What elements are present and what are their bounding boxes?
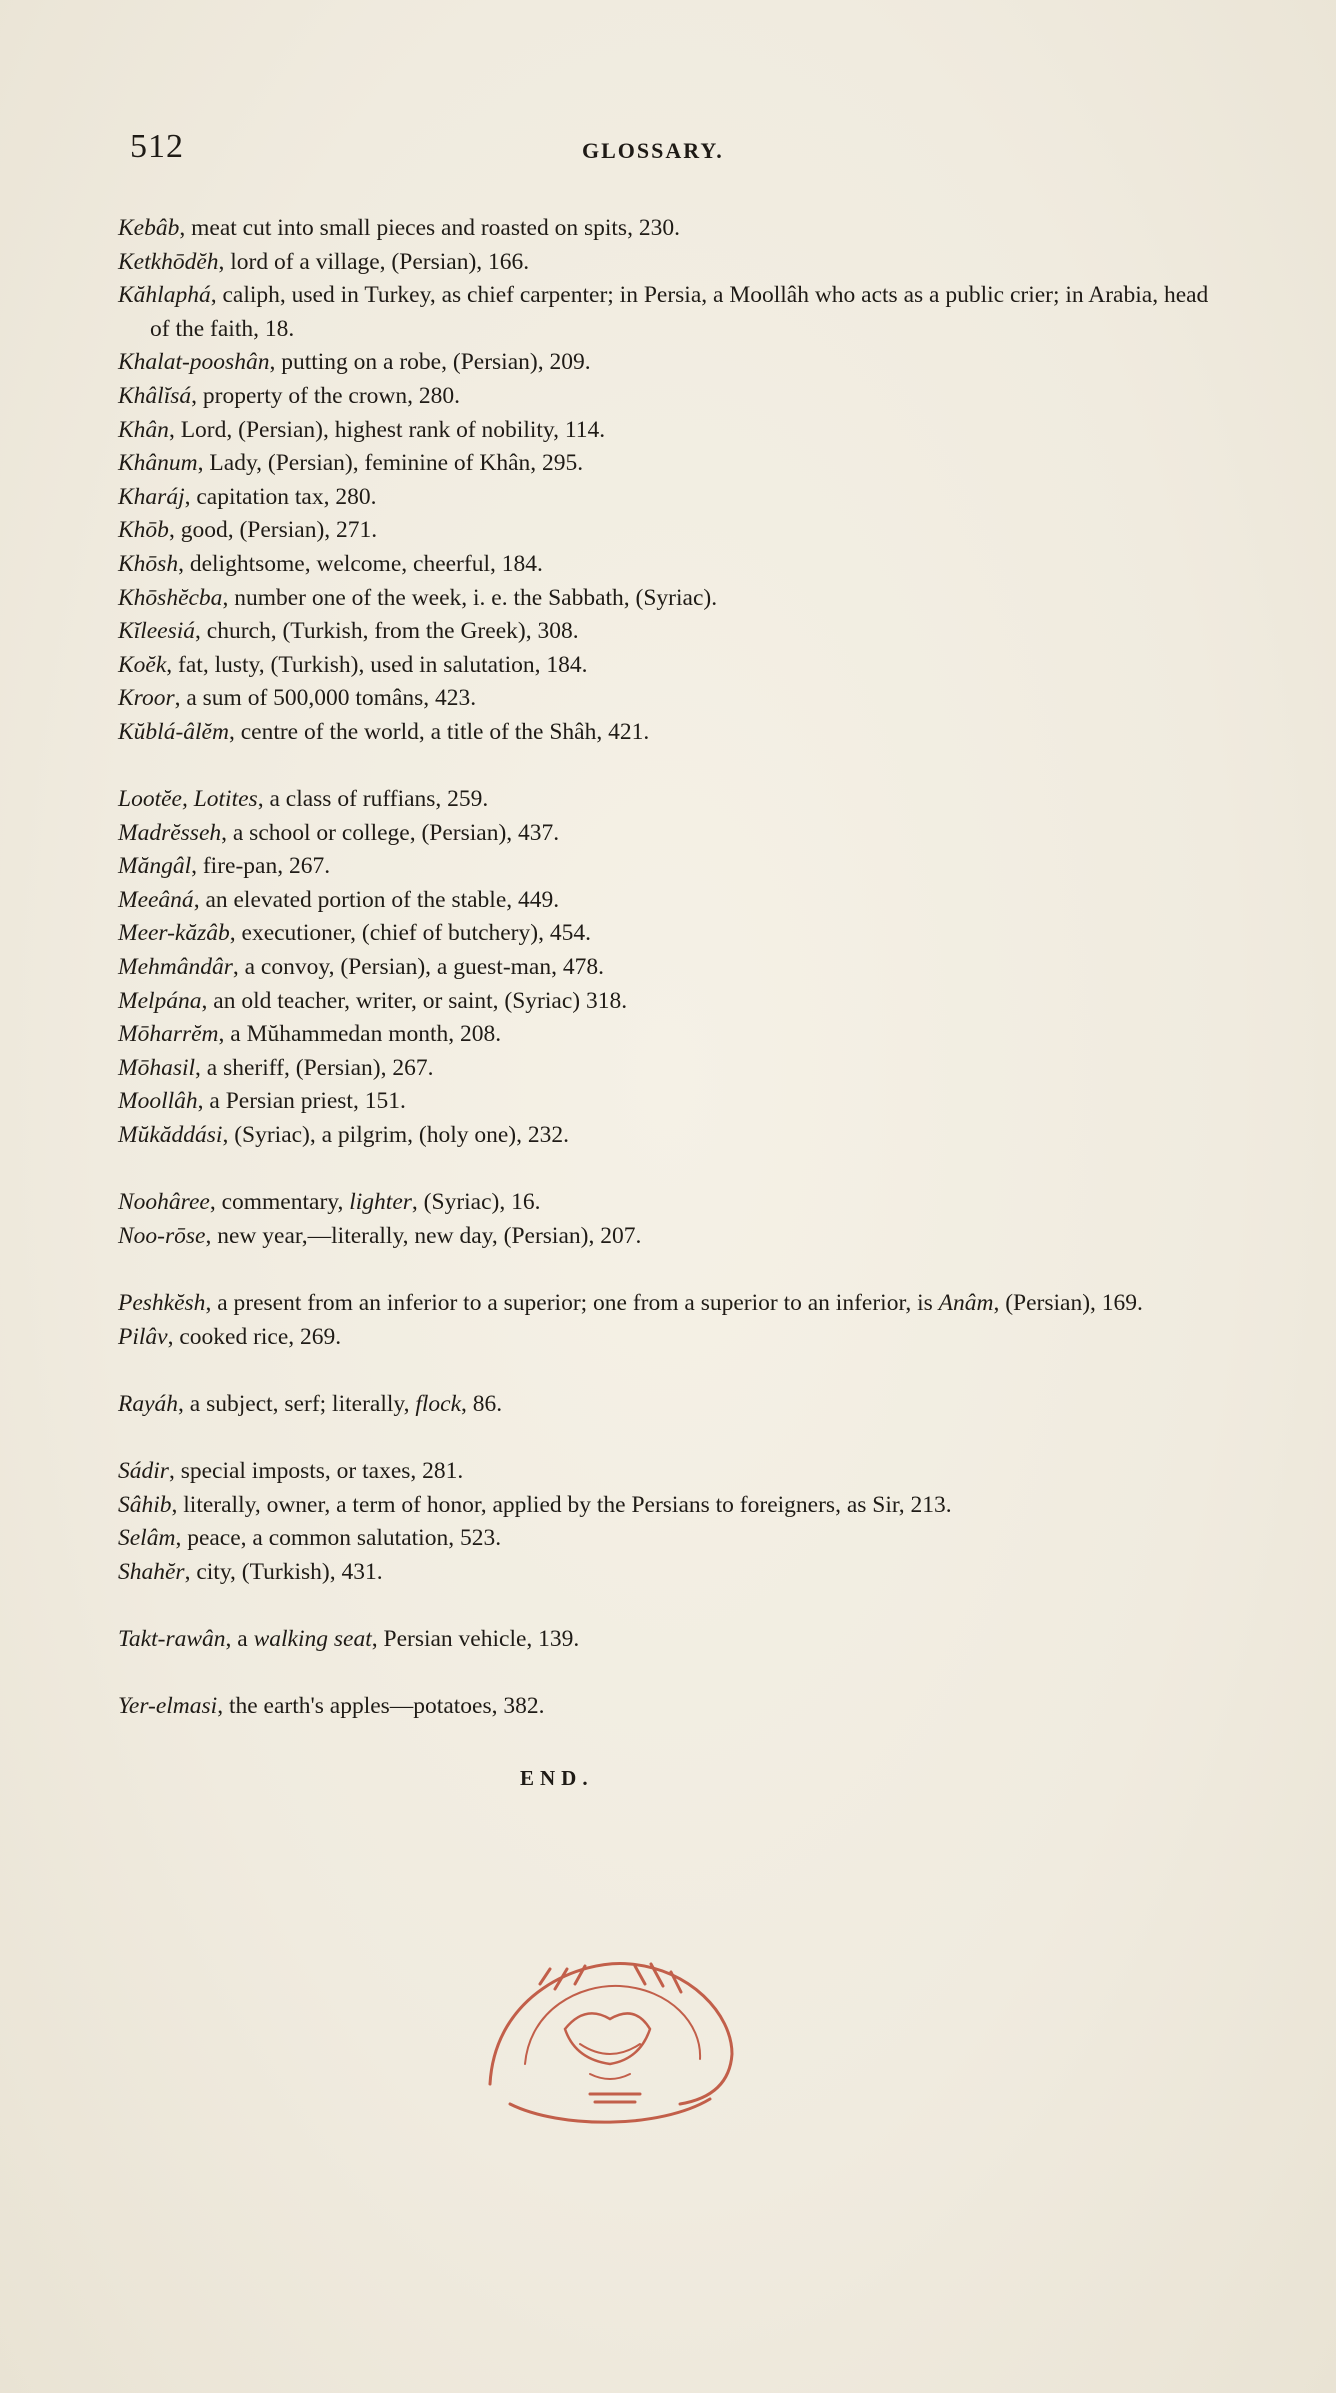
entry-term: Kăhlaphá bbox=[118, 282, 211, 309]
entry-definition-tail: , (Syriac), 16. bbox=[411, 1189, 541, 1216]
page-number: 512 bbox=[130, 128, 184, 165]
entry-definition: , fat, lusty, (Turkish), used in salutation, 184. bbox=[166, 651, 588, 678]
entry-definition: , a convoy, (Persian), a guest-man, 478. bbox=[232, 954, 604, 981]
glossary-entry bbox=[118, 1321, 1228, 1355]
entry-term: Sádir bbox=[118, 1457, 169, 1484]
entry-gap bbox=[118, 1253, 1228, 1287]
page-header bbox=[130, 128, 1230, 178]
entry-definition: , property of the crown, 280. bbox=[191, 382, 461, 409]
entry-term: Selâm bbox=[118, 1525, 176, 1552]
glossary-entry bbox=[118, 1489, 1228, 1523]
entry-definition: , church, (Turkish, from the Greek), 308. bbox=[195, 618, 579, 645]
entry-definition: , caliph, used in Turkey, as chief carpenter; in Persia, a Moollâh who acts as a public crier; in Arabia, head of the faith, 18. bbox=[150, 282, 1209, 342]
entry-definition: , fire-pan, 267. bbox=[191, 853, 331, 880]
glossary-entry bbox=[118, 1522, 1228, 1556]
entry-term: Mŭkăddási bbox=[118, 1122, 223, 1149]
entry-definition: , capitation tax, 280. bbox=[184, 483, 377, 510]
glossary-entry bbox=[118, 514, 1228, 548]
entry-term: Khōsh bbox=[118, 550, 179, 577]
glossary-entry bbox=[118, 1287, 1228, 1321]
entry-definition: , putting on a robe, (Persian), 209. bbox=[269, 349, 591, 376]
entry-term: Noohâree bbox=[118, 1189, 210, 1216]
entry-term: Rayáh bbox=[118, 1390, 179, 1417]
entry-definition: , a present from an inferior to a superior; one from a superior to an inferior, is bbox=[205, 1290, 939, 1316]
glossary-entry bbox=[118, 481, 1228, 515]
entry-term: Mōhasil bbox=[118, 1054, 196, 1081]
glossary-entry bbox=[118, 1220, 1228, 1254]
entry-definition: , special imposts, or taxes, 281. bbox=[168, 1457, 464, 1484]
entry-gap bbox=[118, 1421, 1228, 1455]
glossary-entry bbox=[118, 414, 1228, 448]
entry-italic-word: walking seat bbox=[253, 1625, 372, 1652]
glossary-entry bbox=[118, 1119, 1228, 1153]
entry-term: Meeâná bbox=[118, 886, 194, 913]
glossary-entry bbox=[118, 447, 1228, 481]
entry-term: Yer-elmasi bbox=[118, 1693, 218, 1720]
entry-term: Ketkhōdĕh bbox=[118, 248, 219, 275]
glossary-entry bbox=[118, 380, 1228, 414]
entry-definition: , lord of a village, (Persian), 166. bbox=[218, 248, 530, 275]
entry-definition: , a Mŭhammedan month, 208. bbox=[218, 1021, 502, 1048]
entry-term: Kĭleesiá bbox=[118, 618, 196, 645]
entry-definition: , a Persian priest, 151. bbox=[197, 1088, 406, 1115]
glossary-entry bbox=[118, 682, 1228, 716]
entry-term: Peshkĕsh bbox=[118, 1290, 206, 1316]
entry-definition-tail: , 86. bbox=[461, 1390, 503, 1417]
entry-term: Kharáj bbox=[118, 483, 185, 510]
entry-gap bbox=[118, 1657, 1228, 1691]
glossary-entry bbox=[118, 1690, 1228, 1724]
entry-term: Melpána bbox=[118, 987, 202, 1014]
glossary-entry bbox=[118, 212, 1228, 246]
glossary-entry bbox=[118, 716, 1228, 750]
glossary-entry bbox=[118, 917, 1228, 951]
glossary-entry bbox=[118, 985, 1228, 1019]
glossary-entry bbox=[118, 1085, 1228, 1119]
entry-term: Khân bbox=[118, 416, 169, 443]
entry-definition: , (Syriac), a pilgrim, (holy one), 232. bbox=[222, 1122, 569, 1149]
entry-definition: , cooked rice, 269. bbox=[167, 1323, 342, 1350]
entry-definition: , a bbox=[225, 1625, 254, 1652]
entry-definition: , the earth's apples—potatoes, 382. bbox=[217, 1693, 545, 1720]
entry-definition: , literally, owner, a term of honor, applied by the Persians to foreigners, as Sir, 213. bbox=[171, 1491, 952, 1518]
glossary-entry bbox=[118, 951, 1228, 985]
glossary-entry bbox=[118, 279, 1228, 346]
entry-term: Meer-kăzâb bbox=[118, 920, 230, 947]
entry-definition: , centre of the world, a title of the Shâh, 421. bbox=[228, 718, 650, 745]
entry-definition: , number one of the week, i. e. the Sabbath, (Syriac). bbox=[222, 584, 718, 611]
entry-term: Lootĕe, Lotites bbox=[118, 786, 258, 813]
glossary-entry bbox=[118, 346, 1228, 380]
entry-gap bbox=[118, 1153, 1228, 1187]
entry-term: Mōharrĕm bbox=[118, 1021, 219, 1048]
entry-definition: , a sheriff, (Persian), 267. bbox=[195, 1054, 434, 1081]
glossary-entry bbox=[118, 884, 1228, 918]
glossary-entry bbox=[118, 246, 1228, 280]
glossary-entry bbox=[118, 1556, 1228, 1590]
entry-term: Kroor bbox=[118, 685, 175, 712]
glossary-entry bbox=[118, 850, 1228, 884]
glossary-entry bbox=[118, 548, 1228, 582]
entry-term: Sâhib bbox=[118, 1491, 172, 1518]
entry-term: Khalat-pooshân bbox=[118, 349, 270, 376]
entry-term: Moollâh bbox=[118, 1088, 198, 1115]
entry-definition: , Lady, (Persian), feminine of Khân, 295. bbox=[197, 450, 584, 477]
entry-term: Kebâb bbox=[118, 215, 180, 241]
entry-italic-word: flock bbox=[415, 1390, 462, 1417]
entry-definition: , good, (Persian), 271. bbox=[168, 517, 378, 544]
entry-term: Khâlĭsá bbox=[118, 382, 192, 409]
entry-term: Khōshĕcba bbox=[118, 584, 223, 611]
end-mark: END. bbox=[520, 1766, 594, 1790]
entry-definition: , delightsome, welcome, cheerful, 184. bbox=[178, 550, 543, 577]
entry-term: Mehmândâr bbox=[118, 954, 233, 981]
entry-definition: , peace, a common salutation, 523. bbox=[175, 1525, 502, 1552]
stamp-crest-base bbox=[590, 2074, 630, 2079]
entry-term: Pilâv bbox=[118, 1323, 168, 1350]
glossary-entries bbox=[118, 212, 1228, 1724]
glossary-entry bbox=[118, 1388, 1228, 1422]
stamp-crest bbox=[565, 2013, 650, 2064]
entry-gap bbox=[118, 750, 1228, 784]
entry-definition: , an elevated portion of the stable, 449. bbox=[193, 886, 560, 913]
entry-definition: , new year,—literally, new day, (Persian), 207. bbox=[205, 1222, 642, 1249]
entry-term: Shahĕr bbox=[118, 1558, 185, 1585]
entry-definition: , executioner, (chief of butchery), 454. bbox=[229, 920, 591, 947]
entry-definition-tail: , Persian vehicle, 139. bbox=[371, 1625, 580, 1652]
entry-term: Măngâl bbox=[118, 853, 192, 880]
library-stamp bbox=[470, 1934, 750, 2134]
entry-italic-word: lighter bbox=[349, 1189, 412, 1216]
entry-definition: , an old teacher, writer, or saint, (Syriac) 318. bbox=[201, 987, 628, 1014]
entry-term: Noo-rōse bbox=[118, 1222, 206, 1249]
entry-term: Koĕk bbox=[118, 651, 167, 678]
stamp-crest-line bbox=[580, 2044, 640, 2054]
glossary-entry bbox=[118, 783, 1228, 817]
entry-definition: , a subject, serf; literally, bbox=[178, 1390, 416, 1417]
glossary-entry bbox=[118, 1623, 1228, 1657]
entry-term: Kŭblá-âlĕm bbox=[118, 718, 229, 745]
running-head: GLOSSARY. bbox=[582, 138, 724, 163]
entry-definition-tail: , (Persian), 169. bbox=[993, 1290, 1143, 1316]
entry-gap bbox=[118, 1589, 1228, 1623]
entry-definition: , commentary, bbox=[209, 1189, 350, 1216]
glossary-entry bbox=[118, 649, 1228, 683]
glossary-entry bbox=[118, 817, 1228, 851]
entry-definition: , meat cut into small pieces and roasted on spits, 230. bbox=[179, 215, 680, 241]
entry-definition: , a school or college, (Persian), 437. bbox=[221, 819, 560, 846]
glossary-entry bbox=[118, 1018, 1228, 1052]
entry-definition: , Lord, (Persian), highest rank of nobility, 114. bbox=[168, 416, 606, 443]
entry-definition: , a class of ruffians, 259. bbox=[257, 786, 489, 813]
glossary-entry bbox=[118, 1052, 1228, 1086]
stamp-scroll bbox=[590, 2094, 640, 2102]
entry-term: Takt-rawân bbox=[118, 1625, 226, 1652]
glossary-entry bbox=[118, 1186, 1228, 1220]
glossary-entry bbox=[118, 1455, 1228, 1489]
entry-definition: , city, (Turkish), 431. bbox=[184, 1558, 383, 1585]
entry-term: Madrĕsseh bbox=[118, 819, 222, 846]
entry-definition: , a sum of 500,000 tomâns, 423. bbox=[174, 685, 477, 712]
glossary-entry bbox=[118, 582, 1228, 616]
entry-term: Khōb bbox=[118, 517, 169, 544]
stamp-lettering bbox=[540, 1964, 681, 1992]
glossary-entry bbox=[118, 615, 1228, 649]
entry-gap bbox=[118, 1354, 1228, 1388]
entry-term: Khânum bbox=[118, 450, 198, 477]
stamp-inner-arc bbox=[525, 1986, 700, 2064]
entry-italic-word: Anâm bbox=[938, 1290, 994, 1316]
